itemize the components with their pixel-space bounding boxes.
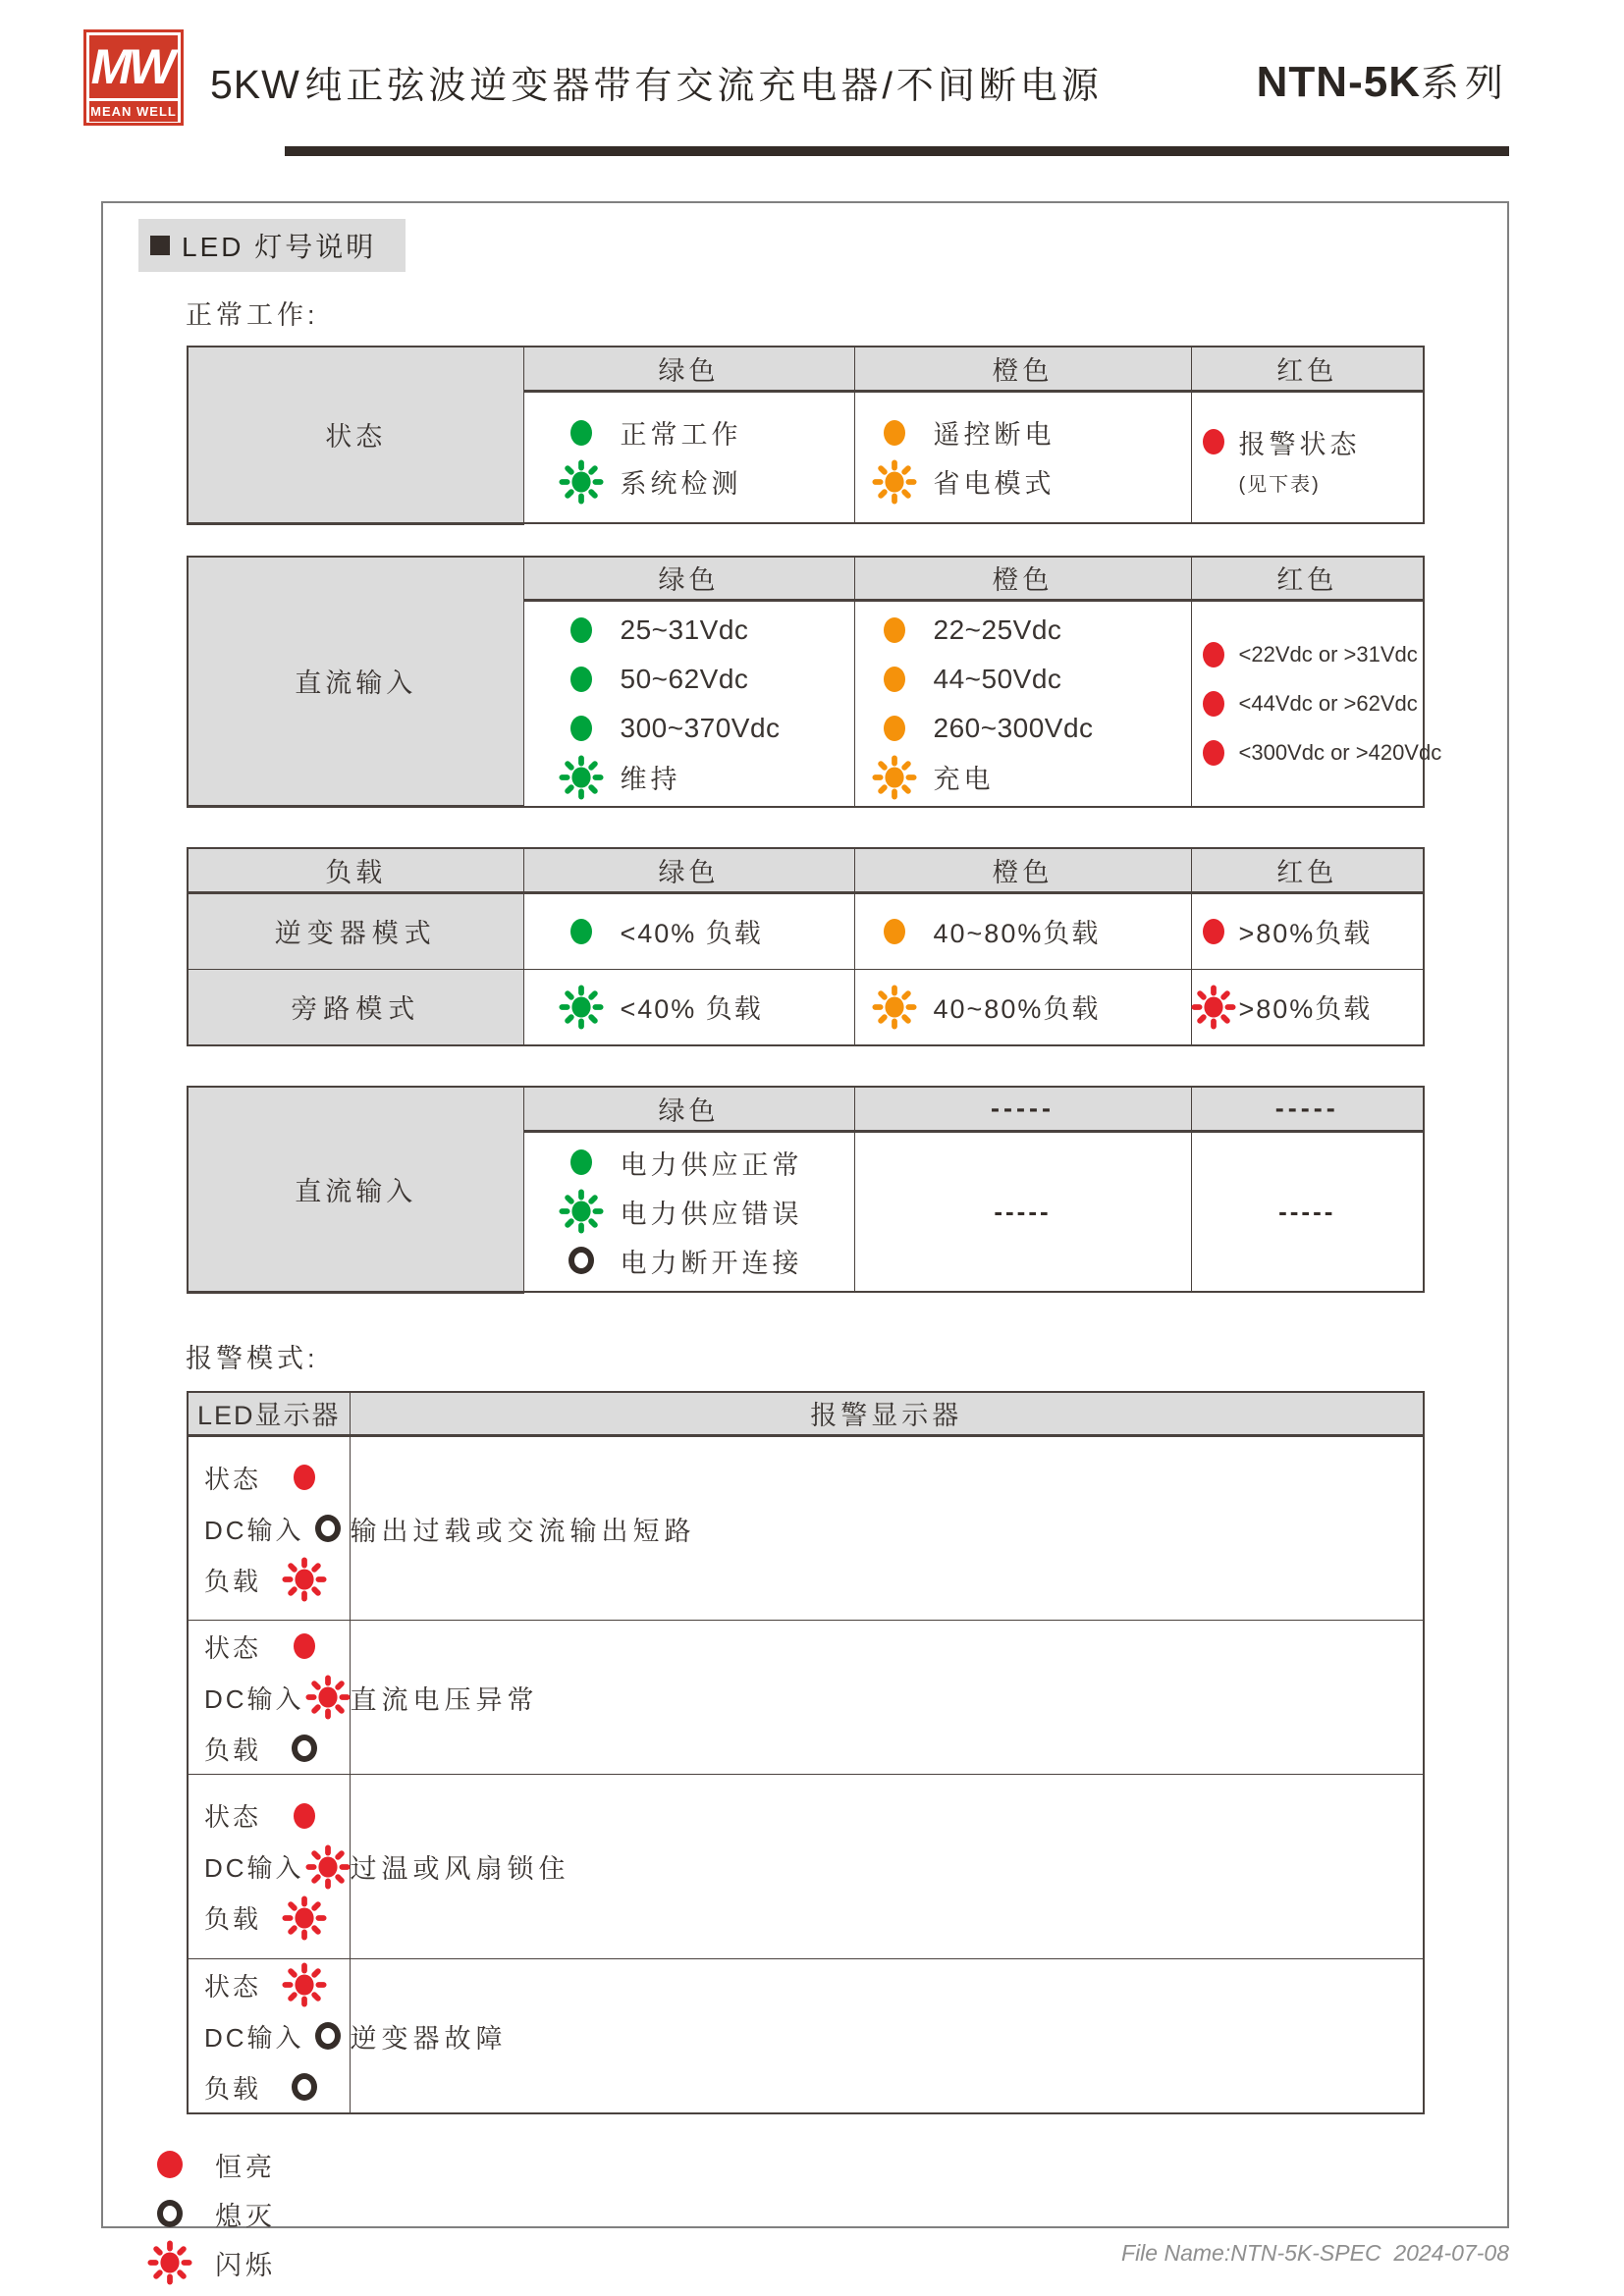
led-off-icon bbox=[292, 1735, 317, 1762]
led-flash-red-icon bbox=[1191, 985, 1236, 1030]
empty-dash-cell: ----- bbox=[854, 1131, 1191, 1292]
alarm-led-cell bbox=[188, 1621, 350, 1775]
status-green-cell bbox=[523, 391, 854, 523]
led-state-item bbox=[1192, 630, 1424, 679]
led-state-text: 遥控断电 bbox=[933, 420, 1056, 451]
led-state-item bbox=[524, 606, 854, 655]
led-state-item bbox=[524, 704, 854, 753]
col-header-green: 绿色 bbox=[523, 557, 854, 601]
led-line-load: 负载 bbox=[189, 1893, 350, 1944]
alarm-led-cell bbox=[188, 1436, 350, 1621]
led-solid-green-icon bbox=[570, 716, 592, 741]
load-header: 负载 bbox=[188, 848, 523, 892]
led-state-text: 电力断开连接 bbox=[620, 1248, 803, 1278]
load-range: >80%负载 bbox=[1238, 919, 1373, 948]
col-header-red: 红色 bbox=[1191, 557, 1424, 601]
legend-item-steady: 恒亮 bbox=[142, 2140, 1507, 2189]
led-solid-green-icon bbox=[570, 1149, 592, 1175]
led-solid-green-icon bbox=[570, 919, 592, 944]
col-header-dash: ----- bbox=[1191, 1087, 1424, 1131]
voltage-range: 300~370Vdc bbox=[620, 712, 781, 743]
supply-led-table bbox=[187, 1086, 1425, 1294]
led-state-item bbox=[524, 457, 854, 507]
status-led-table bbox=[187, 346, 1425, 525]
led-state-text: 省电模式 bbox=[933, 469, 1056, 500]
voltage-range: 260~300Vdc bbox=[933, 712, 1094, 743]
led-state-item bbox=[524, 907, 854, 956]
led-line-status: 状态 bbox=[189, 1452, 350, 1503]
alarm-note: (见下表) bbox=[1238, 474, 1321, 497]
led-solid-orange-icon bbox=[884, 420, 905, 446]
empty-dash-cell: ----- bbox=[1191, 1131, 1424, 1292]
led-state-item bbox=[524, 655, 854, 704]
led-off-icon bbox=[315, 2022, 341, 2050]
led-off-icon bbox=[157, 2200, 183, 2227]
load-range: <40% 负载 bbox=[620, 919, 763, 948]
led-solid-red-icon bbox=[1203, 919, 1224, 944]
logo-mw-mark: MW bbox=[89, 35, 178, 98]
led-state-text: 正常工作 bbox=[620, 420, 742, 451]
dc-orange-cell bbox=[854, 601, 1191, 807]
header-rule bbox=[285, 146, 1509, 156]
normal-mode-label: 正常工作: bbox=[186, 300, 319, 330]
led-flash-green-icon bbox=[559, 459, 604, 505]
led-flash-red-icon bbox=[305, 1844, 351, 1890]
led-flash-red-icon bbox=[147, 2240, 192, 2285]
voltage-range: <44Vdc or >62Vdc bbox=[1238, 690, 1418, 716]
voltage-range: 50~62Vdc bbox=[620, 663, 749, 694]
led-state-item bbox=[855, 983, 1191, 1032]
led-state-item bbox=[1192, 728, 1442, 777]
led-solid-green-icon bbox=[570, 667, 592, 692]
status-orange-cell bbox=[854, 391, 1191, 523]
section-title bbox=[138, 219, 406, 272]
dc-input-led-table bbox=[187, 556, 1442, 809]
led-line-dc: DC输入 bbox=[189, 1503, 350, 1554]
led-flash-green-icon bbox=[559, 755, 604, 800]
led-solid-red-icon bbox=[157, 2151, 183, 2178]
alarm-description: 过温或风扇锁住 bbox=[350, 1775, 1424, 1959]
led-line-status: 状态 bbox=[189, 1621, 350, 1672]
led-flash-orange-icon bbox=[872, 985, 917, 1030]
led-state-item bbox=[1192, 417, 1424, 466]
led-solid-red-icon bbox=[294, 1633, 315, 1659]
alarm-description: 直流电压异常 bbox=[350, 1621, 1424, 1775]
bypass-mode-label: 旁路模式 bbox=[188, 969, 523, 1045]
voltage-range: 44~50Vdc bbox=[933, 663, 1062, 694]
series-suffix: 系列 bbox=[1420, 63, 1509, 105]
alarm-table bbox=[187, 1391, 1425, 2115]
led-solid-red-icon bbox=[294, 1803, 315, 1829]
led-state-item bbox=[855, 907, 1191, 956]
led-state-item bbox=[855, 606, 1191, 655]
logo-brand-name: MEAN WELL bbox=[89, 101, 178, 122]
supply-row-label: 直流输入 bbox=[188, 1087, 523, 1292]
led-display-header: LED显示器 bbox=[188, 1392, 350, 1436]
col-header-orange: 橙色 bbox=[854, 557, 1191, 601]
led-state-item bbox=[855, 408, 1191, 457]
led-flash-red-icon bbox=[305, 1675, 351, 1720]
led-flash-red-icon bbox=[282, 1962, 327, 2007]
led-state-item bbox=[855, 704, 1191, 753]
dc-green-cell bbox=[523, 601, 854, 807]
series-code: NTN-5K bbox=[1256, 58, 1421, 106]
col-header-red: 红色 bbox=[1191, 347, 1424, 391]
col-header-red: 红色 bbox=[1191, 848, 1424, 892]
led-flash-red-icon bbox=[282, 1896, 327, 1941]
col-header-orange: 橙色 bbox=[854, 848, 1191, 892]
legend-item-off: 熄灭 bbox=[142, 2189, 1507, 2238]
inverter-green-cell bbox=[523, 892, 854, 969]
series-name bbox=[1257, 53, 1509, 108]
bypass-green-cell bbox=[523, 969, 854, 1045]
led-line-load: 负载 bbox=[189, 1723, 350, 1774]
led-solid-red-icon bbox=[1203, 642, 1224, 667]
alarm-led-cell bbox=[188, 1775, 350, 1959]
load-led-table bbox=[187, 847, 1425, 1046]
title-description: 纯正弦波逆变器带有交流充电器/不间断电源 bbox=[304, 66, 1103, 107]
led-state-item bbox=[524, 1236, 854, 1285]
load-range: >80%负载 bbox=[1238, 994, 1373, 1025]
alarm-description: 输出过载或交流输出短路 bbox=[350, 1436, 1424, 1621]
led-flash-red-icon bbox=[282, 1557, 327, 1602]
supply-green-cell bbox=[523, 1131, 854, 1292]
load-range: <40% 负载 bbox=[620, 994, 763, 1025]
inverter-orange-cell bbox=[854, 892, 1191, 969]
section-title-text: LED 灯号说明 bbox=[182, 232, 377, 262]
led-off-icon bbox=[292, 2073, 317, 2101]
status-row-label: 状态 bbox=[188, 347, 523, 523]
led-state-text: 充电 bbox=[933, 765, 995, 795]
led-line-status: 状态 bbox=[189, 1790, 350, 1842]
col-header-orange: 橙色 bbox=[854, 347, 1191, 391]
led-state-item bbox=[855, 753, 1191, 802]
file-name-footer: File Name:NTN-5K-SPEC 2024-07-08 bbox=[1121, 2240, 1509, 2266]
led-state-item bbox=[855, 457, 1191, 507]
voltage-range: <22Vdc or >31Vdc bbox=[1238, 641, 1418, 667]
led-state-item bbox=[1192, 679, 1424, 728]
led-flash-green-icon bbox=[559, 1189, 604, 1234]
led-line-dc: DC输入 bbox=[189, 2010, 350, 2061]
led-state-item bbox=[855, 655, 1191, 704]
led-state-text: 报警状态 bbox=[1238, 429, 1361, 459]
col-header-dash: ----- bbox=[854, 1087, 1191, 1131]
led-state-item bbox=[524, 753, 854, 802]
led-solid-red-icon bbox=[294, 1465, 315, 1490]
led-line-dc: DC输入 bbox=[189, 1842, 350, 1893]
led-state-item bbox=[524, 983, 854, 1032]
alarm-led-cell bbox=[188, 1959, 350, 2114]
led-state-text: 维持 bbox=[620, 765, 681, 795]
led-flash-green-icon bbox=[559, 985, 604, 1030]
led-line-load: 负载 bbox=[189, 2061, 350, 2112]
led-state-item bbox=[524, 1187, 854, 1236]
load-range: 40~80%负载 bbox=[933, 994, 1101, 1025]
inverter-mode-label: 逆变器模式 bbox=[188, 892, 523, 969]
col-header-green: 绿色 bbox=[523, 1087, 854, 1131]
led-solid-orange-icon bbox=[884, 716, 905, 741]
led-state-text: 电力供应正常 bbox=[620, 1149, 803, 1180]
led-solid-red-icon bbox=[1203, 429, 1224, 454]
led-off-icon bbox=[315, 1515, 341, 1542]
title-power-rating: 5KW bbox=[210, 62, 300, 107]
led-line-status: 状态 bbox=[189, 1959, 350, 2010]
led-state-item bbox=[524, 408, 854, 457]
led-flash-orange-icon bbox=[872, 755, 917, 800]
led-line-load: 负载 bbox=[189, 1554, 350, 1605]
alarm-display-header: 报警显示器 bbox=[350, 1392, 1424, 1436]
led-solid-red-icon bbox=[1203, 691, 1224, 717]
led-state-text: 电力供应错误 bbox=[620, 1199, 803, 1229]
load-range: 40~80%负载 bbox=[933, 919, 1101, 948]
col-header-green: 绿色 bbox=[523, 347, 854, 391]
led-solid-green-icon bbox=[570, 420, 592, 446]
page-title bbox=[210, 55, 1103, 109]
led-state-item bbox=[1192, 983, 1424, 1032]
led-state-item bbox=[1192, 907, 1424, 956]
led-state-text: 系统检测 bbox=[620, 469, 742, 500]
inverter-red-cell bbox=[1191, 892, 1424, 969]
led-flash-orange-icon bbox=[872, 459, 917, 505]
led-solid-orange-icon bbox=[884, 617, 905, 643]
meanwell-logo bbox=[83, 29, 184, 126]
section-bullet-icon bbox=[150, 236, 170, 255]
bypass-orange-cell bbox=[854, 969, 1191, 1045]
led-solid-orange-icon bbox=[884, 919, 905, 944]
dc-red-cell bbox=[1191, 601, 1442, 807]
led-state-item bbox=[524, 1138, 854, 1187]
voltage-range: 22~25Vdc bbox=[933, 614, 1062, 645]
alarm-description: 逆变器故障 bbox=[350, 1959, 1424, 2114]
dc-input-row-label: 直流输入 bbox=[188, 557, 523, 807]
led-solid-red-icon bbox=[1203, 740, 1224, 766]
led-line-dc: DC输入 bbox=[189, 1672, 350, 1723]
voltage-range: <300Vdc or >420Vdc bbox=[1238, 739, 1442, 765]
status-red-cell bbox=[1191, 391, 1424, 523]
alarm-mode-label: 报警模式: bbox=[186, 1343, 319, 1373]
voltage-range: 25~31Vdc bbox=[620, 614, 749, 645]
led-solid-orange-icon bbox=[884, 667, 905, 692]
led-off-icon bbox=[568, 1247, 594, 1274]
col-header-green: 绿色 bbox=[523, 848, 854, 892]
bypass-red-cell bbox=[1191, 969, 1424, 1045]
legend-item-flashing: 闪烁 bbox=[142, 2238, 1507, 2287]
led-solid-green-icon bbox=[570, 617, 592, 643]
